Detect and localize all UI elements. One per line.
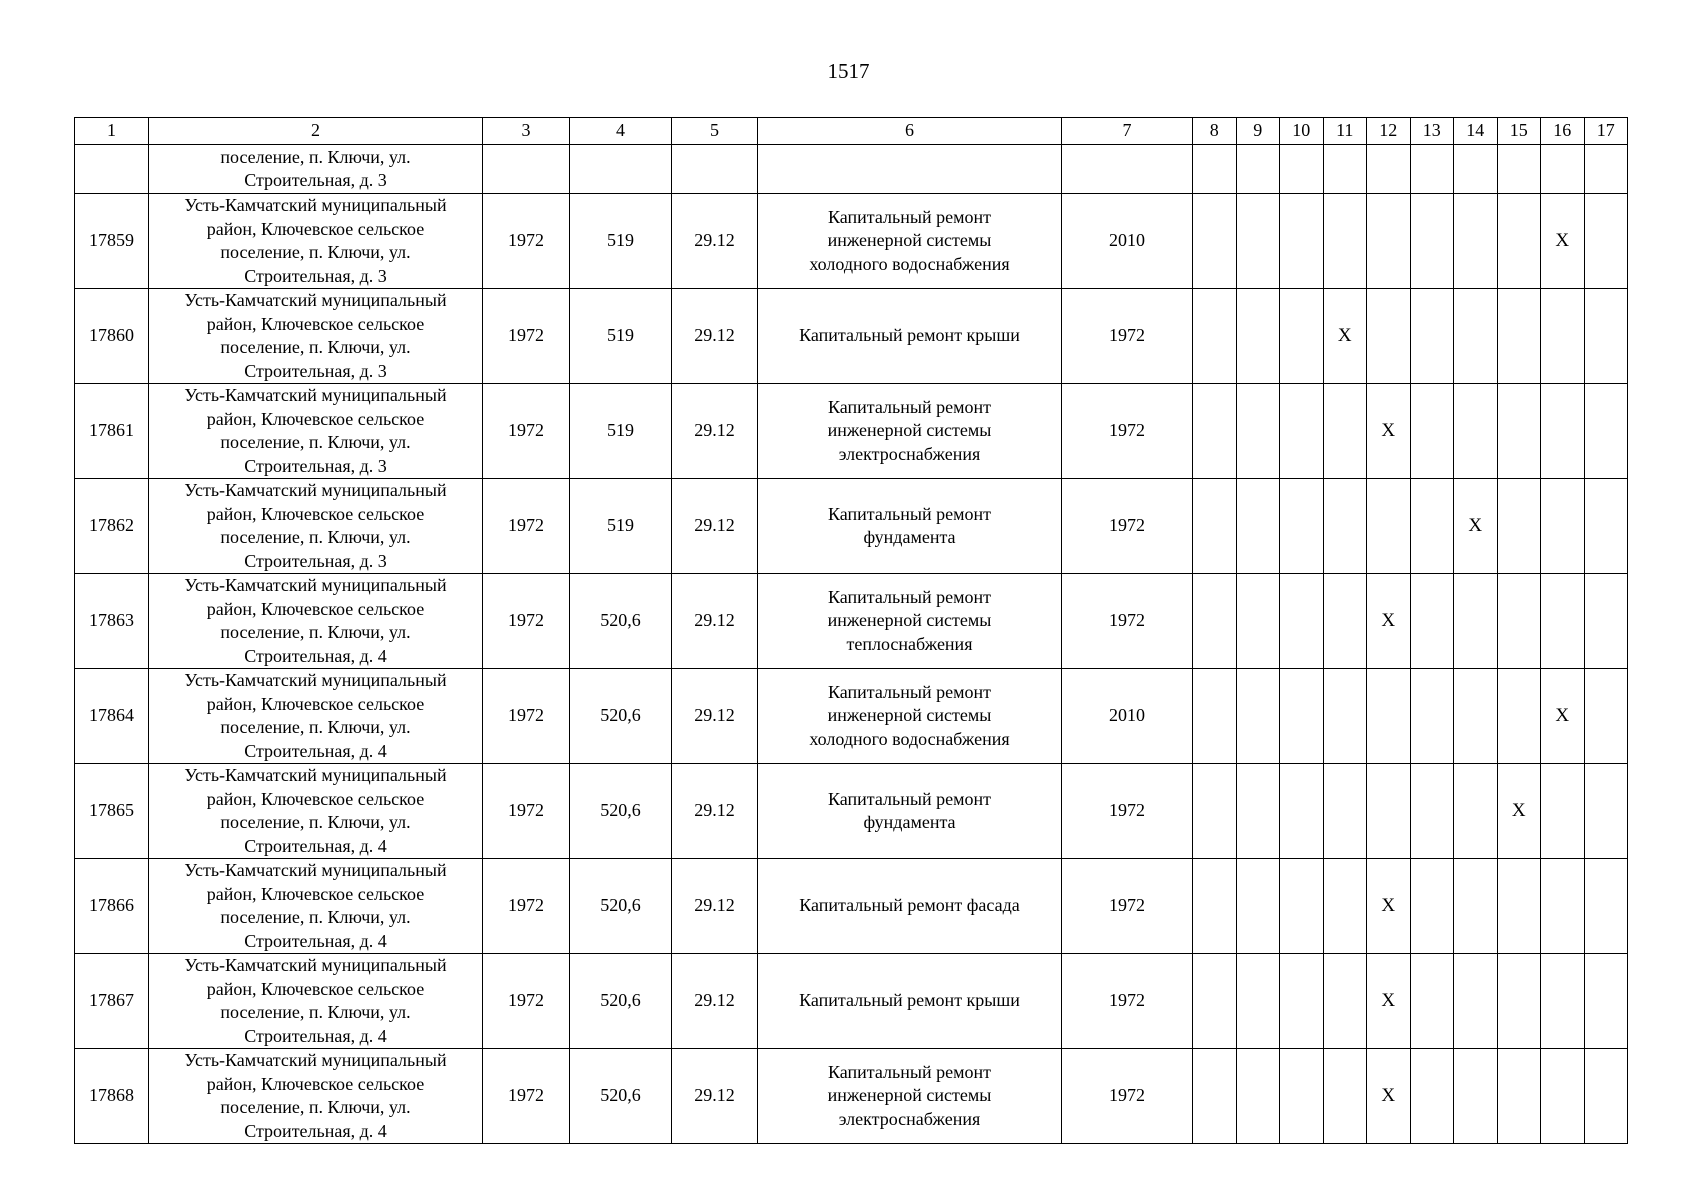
cell-work-type xyxy=(758,145,1062,194)
cell-col5: 29.12 xyxy=(672,669,758,764)
cell-mark-col-15 xyxy=(1497,574,1541,669)
column-header-16: 16 xyxy=(1541,118,1585,145)
cell-mark-col-10 xyxy=(1280,764,1324,859)
cell-area: 520,6 xyxy=(570,574,672,669)
cell-mark-col-11 xyxy=(1323,384,1367,479)
cell-area: 520,6 xyxy=(570,1049,672,1144)
cell-work-type-line: холодного водоснабжения xyxy=(809,728,1010,749)
cell-id: 17868 xyxy=(75,1049,149,1144)
cell-address-line: Строительная, д. 3 xyxy=(244,170,387,190)
cell-mark-col-8 xyxy=(1193,954,1237,1049)
cell-mark-col-11 xyxy=(1323,479,1367,574)
cell-area: 520,6 xyxy=(570,859,672,954)
cell-mark-col-14 xyxy=(1454,289,1498,384)
cell-mark-col-10 xyxy=(1280,289,1324,384)
cell-mark-col-16: X xyxy=(1541,194,1585,289)
cell-col5: 29.12 xyxy=(672,574,758,669)
cell-address-line: район, Ключевское сельское xyxy=(206,503,425,524)
cell-mark-col-9 xyxy=(1236,384,1280,479)
cell-address-line: поселение, п. Ключи, ул. xyxy=(220,337,411,357)
cell-mark-col-15 xyxy=(1497,479,1541,574)
cell-mark-col-10 xyxy=(1280,384,1324,479)
table-row xyxy=(75,289,1628,384)
cell-area: 519 xyxy=(570,479,672,574)
cell-mark-col-10 xyxy=(1280,479,1324,574)
cell-address-line: район, Ключевское сельское xyxy=(206,883,425,904)
table-row xyxy=(75,764,1628,859)
cell-year: 1972 xyxy=(1062,384,1193,479)
cell-mark-col-8 xyxy=(1193,574,1237,669)
cell-year: 1972 xyxy=(1062,764,1193,859)
cell-mark-col-12: X xyxy=(1367,384,1411,479)
cell-address xyxy=(149,194,483,289)
cell-mark-col-8 xyxy=(1193,1049,1237,1144)
cell-mark-col-13 xyxy=(1410,479,1454,574)
cell-address-line: район, Ключевское сельское xyxy=(206,788,425,809)
cell-mark-col-16 xyxy=(1541,479,1585,574)
cell-work-type xyxy=(758,1049,1062,1144)
cell-address-line: Усть-Камчатский муниципальный xyxy=(184,575,447,595)
table-row xyxy=(75,194,1628,289)
cell-address xyxy=(149,954,483,1049)
cell-work-type-line: инженерной системы xyxy=(827,230,992,251)
cell-work-type-line: Капитальный ремонт xyxy=(828,503,991,524)
cell-col5: 29.12 xyxy=(672,194,758,289)
cell-mark-col-12 xyxy=(1367,764,1411,859)
cell-mark-col-12 xyxy=(1367,289,1411,384)
column-header-15: 15 xyxy=(1497,118,1541,145)
table-row xyxy=(75,574,1628,669)
cell-address xyxy=(149,1049,483,1144)
cell-mark xyxy=(1236,145,1280,194)
cell-mark-col-9 xyxy=(1236,289,1280,384)
cell-mark-col-16 xyxy=(1541,859,1585,954)
cell-mark-col-14 xyxy=(1454,194,1498,289)
cell-work-type-line: инженерной системы xyxy=(827,705,992,726)
cell-address-line: поселение, п. Ключи, ул. xyxy=(220,242,411,262)
cell-mark-col-8 xyxy=(1193,669,1237,764)
cell-col5: 29.12 xyxy=(672,954,758,1049)
cell-address-line: Строительная, д. 4 xyxy=(244,930,387,951)
column-header-11: 11 xyxy=(1323,118,1367,145)
cell-address-line: Строительная, д. 4 xyxy=(244,1120,387,1141)
cell-year: 1972 xyxy=(1062,289,1193,384)
cell-mark-col-11: X xyxy=(1323,289,1367,384)
cell-mark-col-8 xyxy=(1193,384,1237,479)
cell-work-type-line: Капитальный ремонт крыши xyxy=(799,990,1020,1011)
cell-mark-col-14 xyxy=(1454,859,1498,954)
cell-mark xyxy=(1410,145,1454,194)
cell-address-line: Усть-Камчатский муниципальный xyxy=(184,290,447,310)
page-number: 1517 xyxy=(827,59,870,83)
cell-mark-col-15 xyxy=(1497,384,1541,479)
cell-mark-col-17 xyxy=(1584,479,1628,574)
cell-work-type-line: инженерной системы xyxy=(827,1085,992,1106)
cell-mark-col-8 xyxy=(1193,859,1237,954)
cell-work-type xyxy=(758,289,1062,384)
cell-mark-col-17 xyxy=(1584,194,1628,289)
cell-address-line: район, Ключевское сельское xyxy=(206,978,425,999)
cell-year-built: 1972 xyxy=(483,859,570,954)
cell-work-type-line: инженерной системы xyxy=(827,420,992,441)
cell-year-built: 1972 xyxy=(483,1049,570,1144)
cell-work-type-line: Капитальный ремонт xyxy=(828,681,991,702)
cell-year: 1972 xyxy=(1062,479,1193,574)
column-header-9: 9 xyxy=(1236,118,1280,145)
cell-year-built: 1972 xyxy=(483,669,570,764)
column-header-13: 13 xyxy=(1410,118,1454,145)
cell-mark-col-13 xyxy=(1410,194,1454,289)
column-header-2: 2 xyxy=(149,118,483,145)
cell-work-type xyxy=(758,194,1062,289)
cell-mark-col-10 xyxy=(1280,954,1324,1049)
cell-work-type xyxy=(758,384,1062,479)
cell-col5 xyxy=(672,145,758,194)
cell-address-line: поселение, п. Ключи, ул. xyxy=(220,1097,411,1117)
cell-mark xyxy=(1541,145,1585,194)
cell-work-type-line: холодного водоснабжения xyxy=(809,253,1010,274)
cell-mark-col-11 xyxy=(1323,764,1367,859)
cell-mark-col-8 xyxy=(1193,479,1237,574)
column-header-7: 7 xyxy=(1062,118,1193,145)
capital-repair-table xyxy=(74,117,1628,1144)
cell-work-type-line: Капитальный ремонт xyxy=(828,586,991,607)
cell-work-type-line: фундамента xyxy=(863,812,956,832)
cell-mark-col-13 xyxy=(1410,954,1454,1049)
cell-mark-col-9 xyxy=(1236,574,1280,669)
cell-mark-col-13 xyxy=(1410,574,1454,669)
cell-mark-col-12: X xyxy=(1367,574,1411,669)
cell-address-line: поселение, п. Ключи, ул. xyxy=(220,1002,411,1022)
cell-address-line: поселение, п. Ключи, ул. xyxy=(220,432,411,452)
cell-mark-col-16 xyxy=(1541,384,1585,479)
cell-mark-col-17 xyxy=(1584,859,1628,954)
cell-address-line: поселение, п. Ключи, ул. xyxy=(220,907,411,927)
cell-mark-col-13 xyxy=(1410,669,1454,764)
cell-mark-col-14 xyxy=(1454,574,1498,669)
column-header-14: 14 xyxy=(1454,118,1498,145)
cell-address-line: поселение, п. Ключи, ул. xyxy=(220,527,411,547)
cell-address-line: поселение, п. Ключи, ул. xyxy=(220,717,411,737)
cell-id: 17860 xyxy=(75,289,149,384)
cell-year: 1972 xyxy=(1062,954,1193,1049)
cell-address-line: Строительная, д. 4 xyxy=(244,740,387,761)
cell-address-line: район, Ключевское сельское xyxy=(206,693,425,714)
table-row xyxy=(75,384,1628,479)
cell-address xyxy=(149,859,483,954)
cell-address xyxy=(149,764,483,859)
cell-work-type-line: электроснабжения xyxy=(838,1108,981,1129)
column-header-17: 17 xyxy=(1584,118,1628,145)
cell-address-line: Строительная, д. 3 xyxy=(244,265,387,286)
cell-mark xyxy=(1280,145,1324,194)
cell-address-line: поселение, п. Ключи, ул. xyxy=(220,146,411,167)
cell-mark-col-9 xyxy=(1236,764,1280,859)
cell-work-type xyxy=(758,859,1062,954)
cell-work-type-line: фундамента xyxy=(863,527,956,547)
table-row xyxy=(75,954,1628,1049)
cell-mark-col-14 xyxy=(1454,384,1498,479)
cell-work-type xyxy=(758,764,1062,859)
cell-mark-col-15 xyxy=(1497,1049,1541,1144)
cell-area: 520,6 xyxy=(570,764,672,859)
cell-work-type xyxy=(758,479,1062,574)
cell-address-line: район, Ключевское сельское xyxy=(206,218,425,239)
cell-mark-col-17 xyxy=(1584,384,1628,479)
cell-work-type-line: Капитальный ремонт xyxy=(828,206,991,227)
cell-address-line: Усть-Камчатский муниципальный xyxy=(184,1050,447,1070)
cell-work-type xyxy=(758,669,1062,764)
cell-mark-col-11 xyxy=(1323,859,1367,954)
cell-id: 17866 xyxy=(75,859,149,954)
cell-mark xyxy=(1193,145,1237,194)
cell-mark-col-12: X xyxy=(1367,954,1411,1049)
cell-mark-col-15 xyxy=(1497,194,1541,289)
cell-address-line: поселение, п. Ключи, ул. xyxy=(220,622,411,642)
cell-mark-col-12: X xyxy=(1367,859,1411,954)
cell-mark-col-9 xyxy=(1236,859,1280,954)
cell-address xyxy=(149,669,483,764)
cell-address xyxy=(149,145,483,194)
cell-area: 520,6 xyxy=(570,954,672,1049)
cell-address xyxy=(149,574,483,669)
cell-address-line: Усть-Камчатский муниципальный xyxy=(184,955,447,975)
cell-col5: 29.12 xyxy=(672,859,758,954)
cell-year-built: 1972 xyxy=(483,954,570,1049)
cell-mark-col-17 xyxy=(1584,669,1628,764)
cell-year-built: 1972 xyxy=(483,479,570,574)
cell-mark-col-12 xyxy=(1367,194,1411,289)
cell-mark-col-11 xyxy=(1323,669,1367,764)
cell-work-type xyxy=(758,954,1062,1049)
cell-mark-col-9 xyxy=(1236,954,1280,1049)
column-header-8: 8 xyxy=(1193,118,1237,145)
cell-mark-col-13 xyxy=(1410,1049,1454,1144)
cell-work-type-line: теплоснабжения xyxy=(846,633,973,654)
cell-year: 2010 xyxy=(1062,194,1193,289)
cell-work-type-line: Капитальный ремонт фасада xyxy=(799,895,1020,916)
cell-id: 17864 xyxy=(75,669,149,764)
table-row xyxy=(75,479,1628,574)
cell-address-line: Строительная, д. 4 xyxy=(244,1025,387,1046)
cell-year: 1972 xyxy=(1062,859,1193,954)
cell-mark-col-15 xyxy=(1497,954,1541,1049)
cell-mark-col-12 xyxy=(1367,669,1411,764)
cell-mark-col-8 xyxy=(1193,289,1237,384)
cell-mark-col-8 xyxy=(1193,764,1237,859)
cell-mark xyxy=(1454,145,1498,194)
cell-work-type-line: Капитальный ремонт xyxy=(828,396,991,417)
column-header-1: 1 xyxy=(75,118,149,145)
cell-mark-col-16 xyxy=(1541,764,1585,859)
cell-mark-col-8 xyxy=(1193,194,1237,289)
cell-work-type-line: Капитальный ремонт xyxy=(828,788,991,809)
cell-year-built: 1972 xyxy=(483,289,570,384)
cell-year-built: 1972 xyxy=(483,764,570,859)
cell-col5: 29.12 xyxy=(672,289,758,384)
cell-mark-col-11 xyxy=(1323,194,1367,289)
cell-address xyxy=(149,479,483,574)
cell-work-type-line: инженерной системы xyxy=(827,610,992,631)
cell-mark-col-9 xyxy=(1236,479,1280,574)
cell-year: 1972 xyxy=(1062,574,1193,669)
cell-mark-col-14 xyxy=(1454,669,1498,764)
cell-area: 519 xyxy=(570,194,672,289)
cell-year xyxy=(1062,145,1193,194)
cell-mark-col-17 xyxy=(1584,289,1628,384)
cell-address-line: Усть-Камчатский муниципальный xyxy=(184,385,447,405)
cell-mark-col-11 xyxy=(1323,1049,1367,1144)
cell-id: 17862 xyxy=(75,479,149,574)
cell-mark-col-9 xyxy=(1236,194,1280,289)
cell-mark-col-15: X xyxy=(1497,764,1541,859)
cell-mark-col-9 xyxy=(1236,669,1280,764)
cell-address-line: Усть-Камчатский муниципальный xyxy=(184,480,447,500)
cell-address-line: Строительная, д. 3 xyxy=(244,455,387,476)
cell-area: 519 xyxy=(570,289,672,384)
cell-id: 17859 xyxy=(75,194,149,289)
cell-mark-col-16 xyxy=(1541,574,1585,669)
cell-address-line: Строительная, д. 3 xyxy=(244,550,387,571)
cell-mark-col-13 xyxy=(1410,289,1454,384)
column-header-10: 10 xyxy=(1280,118,1324,145)
cell-mark-col-10 xyxy=(1280,859,1324,954)
cell-mark-col-17 xyxy=(1584,764,1628,859)
cell-area: 519 xyxy=(570,384,672,479)
cell-mark-col-15 xyxy=(1497,859,1541,954)
cell-mark-col-12: X xyxy=(1367,1049,1411,1144)
cell-mark-col-13 xyxy=(1410,859,1454,954)
column-header-6: 6 xyxy=(758,118,1062,145)
cell-mark-col-13 xyxy=(1410,384,1454,479)
cell-address-line: район, Ключевское сельское xyxy=(206,313,425,334)
cell-mark-col-11 xyxy=(1323,954,1367,1049)
continuation-row xyxy=(75,145,1628,194)
cell-mark-col-10 xyxy=(1280,194,1324,289)
cell-address-line: Усть-Камчатский муниципальный xyxy=(184,670,447,690)
cell-mark-col-14 xyxy=(1454,954,1498,1049)
cell-col5: 29.12 xyxy=(672,479,758,574)
cell-mark-col-10 xyxy=(1280,669,1324,764)
cell-mark-col-9 xyxy=(1236,1049,1280,1144)
cell-year: 2010 xyxy=(1062,669,1193,764)
cell-year-built xyxy=(483,145,570,194)
cell-mark-col-10 xyxy=(1280,574,1324,669)
cell-address-line: Усть-Камчатский муниципальный xyxy=(184,765,447,785)
cell-address-line: район, Ключевское сельское xyxy=(206,598,425,619)
cell-mark-col-12 xyxy=(1367,479,1411,574)
table-row xyxy=(75,859,1628,954)
cell-mark-col-16: X xyxy=(1541,669,1585,764)
cell-mark-col-11 xyxy=(1323,574,1367,669)
column-header-3: 3 xyxy=(483,118,570,145)
cell-mark-col-16 xyxy=(1541,1049,1585,1144)
cell-address-line: Усть-Камчатский муниципальный xyxy=(184,195,447,215)
cell-id xyxy=(75,145,149,194)
cell-id: 17861 xyxy=(75,384,149,479)
cell-mark-col-15 xyxy=(1497,289,1541,384)
cell-col5: 29.12 xyxy=(672,384,758,479)
cell-mark-col-14 xyxy=(1454,1049,1498,1144)
cell-year-built: 1972 xyxy=(483,194,570,289)
cell-address-line: Строительная, д. 3 xyxy=(244,360,387,381)
table-body xyxy=(75,145,1628,1144)
cell-area xyxy=(570,145,672,194)
column-header-4: 4 xyxy=(570,118,672,145)
cell-id: 17867 xyxy=(75,954,149,1049)
cell-work-type-line: Капитальный ремонт xyxy=(828,1061,991,1082)
cell-mark xyxy=(1367,145,1411,194)
column-header-12: 12 xyxy=(1367,118,1411,145)
table-row xyxy=(75,669,1628,764)
cell-address-line: Строительная, д. 4 xyxy=(244,645,387,666)
cell-mark-col-13 xyxy=(1410,764,1454,859)
cell-mark-col-17 xyxy=(1584,954,1628,1049)
cell-mark-col-17 xyxy=(1584,574,1628,669)
cell-mark-col-16 xyxy=(1541,289,1585,384)
cell-address-line: район, Ключевское сельское xyxy=(206,408,425,429)
cell-mark-col-14: X xyxy=(1454,479,1498,574)
cell-year-built: 1972 xyxy=(483,384,570,479)
cell-work-type-line: Капитальный ремонт крыши xyxy=(799,325,1020,346)
cell-mark-col-10 xyxy=(1280,1049,1324,1144)
cell-address-line: район, Ключевское сельское xyxy=(206,1073,425,1094)
cell-address-line: поселение, п. Ключи, ул. xyxy=(220,812,411,832)
cell-address-line: Усть-Камчатский муниципальный xyxy=(184,860,447,880)
cell-address-line: Строительная, д. 4 xyxy=(244,835,387,856)
cell-mark xyxy=(1584,145,1628,194)
cell-col5: 29.12 xyxy=(672,1049,758,1144)
cell-mark-col-15 xyxy=(1497,669,1541,764)
cell-mark xyxy=(1497,145,1541,194)
cell-year-built: 1972 xyxy=(483,574,570,669)
cell-work-type-line: электроснабжения xyxy=(838,443,981,464)
cell-address xyxy=(149,289,483,384)
cell-mark-col-16 xyxy=(1541,954,1585,1049)
table-row xyxy=(75,1049,1628,1144)
cell-address xyxy=(149,384,483,479)
cell-id: 17865 xyxy=(75,764,149,859)
cell-work-type xyxy=(758,574,1062,669)
cell-mark-col-17 xyxy=(1584,1049,1628,1144)
cell-area: 520,6 xyxy=(570,669,672,764)
cell-mark xyxy=(1323,145,1367,194)
column-number-header-row xyxy=(75,118,1628,145)
cell-mark-col-14 xyxy=(1454,764,1498,859)
column-header-5: 5 xyxy=(672,118,758,145)
cell-col5: 29.12 xyxy=(672,764,758,859)
cell-id: 17863 xyxy=(75,574,149,669)
cell-year: 1972 xyxy=(1062,1049,1193,1144)
